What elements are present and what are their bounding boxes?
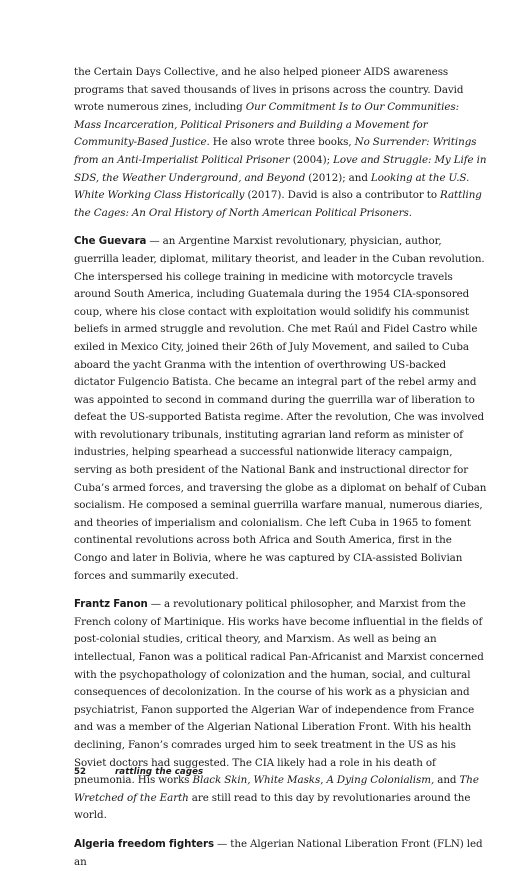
entry-text: — a revolutionary political philosopher, and Marxist from the French colony of Martinique. His works have become influential in the fields of post-colonial studies, critical theory, and Marxism. As well as being an intellectual, Fanon was a political radical Pan-Africanist and Marxist concerned with the psychopathology of colonization and the human, social, and cultural consequences of decolonization. In the course of his work as a physician and psychiatrist, Fanon supported the Algerian War of independence from France and was a member of the Algerian National Liberation Front. With his health declining, Fanon’s comrades urged him to seek treatment in the US as his Soviet doctors had suggested. The CIA likely had a role in his death of pneumonia. His works [74, 598, 484, 787]
paragraph-david-gilbert [74, 64, 488, 222]
book-title: No Surrender: Writings from an Anti-Imperialist Political Prisoner [74, 136, 477, 166]
book-title: Our Commitment Is to Our Communities: Mass Incarceration, Political Prisoners and Building a Movement for Community-Based Justice [74, 101, 460, 149]
text-run: (2004); [289, 153, 334, 166]
entry-text: — an Argentine Marxist revolutionary, physician, author, guerrilla leader, diplomat, military theorist, and leader in the Cuban revolution. Che interspersed his college training in medicine with motorcycle travels around South America, including Guatemala during the 1954 CIA-sponsored coup, where his close contact with exploitation would solidify his communist beliefs in armed struggle and revolution. Che met Raúl and Fidel Castro while exiled in Mexico City, joined their 26th of July Movement, and sailed to Cuba aboard the yacht Granma with the intention of overthrowing US-backed dictator Fulgencio Batista. Che became an integral part of the rebel army and was appointed to second in command during the guerrilla war of liberation to defeat the US-supported Batista regime. After the revolution, Che was involved with revolutionary tribunals, instituting agrarian land reform as minister of industries, helping spearhead a successful nationwide literacy campaign, serving as both president of the National Bank and instructional director for Cuba’s armed forces, and traversing the globe as a diplomat on behalf of Cuban socialism. He composed a seminal guerrilla warfare manual, numerous diaries, and theories of imperialism and colonialism. Che left Cuba in 1965 to foment continental revolutions across both Africa and South America, first in the Congo and later in Bolivia, where he was captured by CIA-assisted Bolivian forces and summarily executed. [74, 235, 487, 582]
text-run: the Certain Days Collective, and he also helped pioneer AIDS awareness programs that saved thousands of lives in prisons across the country. David wrote numerous zines, including [74, 66, 464, 114]
text-run: are still read to this day by revolutionaries around the world. [74, 791, 471, 822]
entry-frantz-fanon [74, 596, 488, 825]
book-title: Black Skin, White Masks [192, 774, 321, 787]
text-run: (2017). David is also a contributor to [244, 189, 441, 202]
running-title: rattling the cages [114, 767, 204, 777]
book-title: A Dying Colonialism, [326, 774, 435, 787]
entry-name: Algeria freedom fighters [74, 838, 214, 850]
text-run: (2012); and [305, 171, 371, 184]
entry-name: Che Guevara [74, 236, 147, 248]
page-body [74, 64, 488, 871]
text-run: and [434, 774, 460, 787]
book-title: Rattling the Cages: An Oral History of North American Political Prisoners [74, 189, 482, 219]
page-number: 52 [74, 767, 86, 777]
book-title: Looking at the U.S. White Working Class Historically [74, 171, 470, 202]
entry-text: — the Algerian National Liberation Front (FLN) led an [74, 837, 483, 868]
entry-algeria-freedom-fighters [74, 836, 488, 871]
page-footer [74, 767, 203, 777]
text-run: . He also wrote three books, [206, 136, 355, 149]
text-run: . [408, 206, 412, 219]
book-title: Love and Struggle: My Life in SDS, the Weather Underground, and Beyond [74, 153, 487, 184]
entry-che-guevara [74, 233, 488, 585]
entry-name: Frantz Fanon [74, 599, 148, 611]
text-run: , [320, 774, 327, 787]
book-title: The Wretched of the Earth [74, 774, 479, 804]
